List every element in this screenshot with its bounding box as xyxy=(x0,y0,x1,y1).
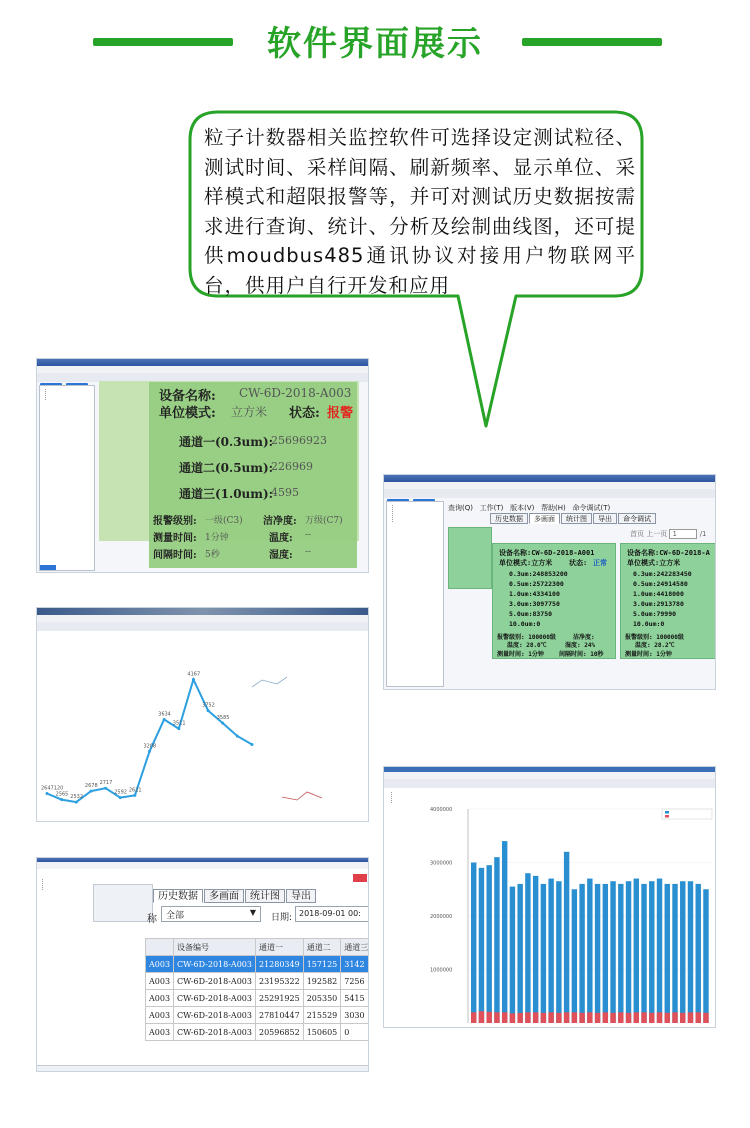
bar-chart xyxy=(428,791,716,1027)
tree-node[interactable] xyxy=(42,879,89,884)
data-label: 3208 xyxy=(143,743,157,750)
bar-secondary xyxy=(595,1013,600,1023)
card-row: 10.0um:0 xyxy=(633,620,665,628)
tree-node[interactable] xyxy=(45,395,92,400)
bar xyxy=(486,865,491,1023)
channel-3-value: 4595 xyxy=(271,486,299,499)
bar xyxy=(517,884,522,1023)
device-tree[interactable] xyxy=(386,501,444,687)
bar-secondary xyxy=(525,1012,530,1023)
tree-node[interactable] xyxy=(45,389,92,394)
card-clean: 洁净度: xyxy=(573,634,595,641)
bar xyxy=(688,881,693,1023)
device-name-value: CW-6D-2018-A003 xyxy=(239,386,352,400)
data-point xyxy=(207,709,210,712)
pager xyxy=(630,529,707,539)
card-row: 1.0um:4334100 xyxy=(509,590,560,598)
tab-multi-screen[interactable]: 多画面 xyxy=(529,513,560,524)
page-input[interactable]: 1 xyxy=(669,529,697,539)
title-right-rule xyxy=(522,38,662,46)
bar xyxy=(525,873,530,1023)
bar-secondary xyxy=(572,1012,577,1023)
cell-device: CW-6D-2018-A003 xyxy=(174,956,256,973)
card-time: 测量时间: 1分钟 xyxy=(625,651,672,658)
cell-device: CW-6D-2018-A003 xyxy=(174,1007,256,1024)
bar-secondary xyxy=(649,1013,654,1023)
cell-channel-2: 157125 xyxy=(303,956,341,973)
card-status-value: 正常 xyxy=(593,559,607,567)
menu-item[interactable]: 工作(T) xyxy=(479,504,504,512)
bar xyxy=(494,857,499,1023)
data-label: 3511 xyxy=(172,720,186,727)
measure-time-value: 1分钟 xyxy=(205,533,229,543)
table-row[interactable] xyxy=(146,990,370,1007)
data-label: 2678 xyxy=(84,783,98,790)
status-badge: 报警 xyxy=(327,406,354,421)
menu-item[interactable]: 版本(V) xyxy=(510,504,535,512)
bar-secondary xyxy=(548,1012,553,1023)
cell-id: A003 xyxy=(146,1007,174,1024)
column-header[interactable]: 通道二 xyxy=(303,939,341,956)
cell-id: A003 xyxy=(146,990,174,1007)
temperature-value: -- xyxy=(305,530,312,540)
data-point xyxy=(133,794,136,797)
bar-secondary xyxy=(626,1013,631,1023)
tree-node[interactable] xyxy=(391,792,424,797)
cell-channel-2: 150605 xyxy=(303,1024,341,1041)
bar-secondary xyxy=(510,1013,515,1023)
card-unit-mode: 单位模式:立方米 xyxy=(499,559,553,567)
filter-label: 称 xyxy=(147,914,157,925)
bar-secondary xyxy=(579,1013,584,1023)
device-select[interactable] xyxy=(161,906,261,922)
bar xyxy=(572,889,577,1023)
interval-value: 5秒 xyxy=(205,550,220,560)
card-row: 10.0um:0 xyxy=(509,620,541,628)
data-point xyxy=(192,678,195,681)
screenshot-realtime-monitor xyxy=(36,358,369,573)
humidity-label: 湿度: xyxy=(269,550,293,561)
data-label: 2647120 xyxy=(41,785,64,792)
menu-bar xyxy=(37,862,368,869)
channel-2-label: 通道二(0.5um): xyxy=(179,461,274,475)
cell-channel-3: 0 xyxy=(341,1024,369,1041)
table-row[interactable] xyxy=(146,1024,370,1041)
monitor-zoom-panel xyxy=(149,382,357,568)
device-name-label: 设备名称: xyxy=(159,389,216,404)
small-device-card xyxy=(448,527,492,589)
y-tick-label: 1000000 xyxy=(430,967,453,974)
bar xyxy=(657,879,662,1023)
data-point xyxy=(119,796,122,799)
measure-time-label: 测量时间: xyxy=(153,533,197,544)
cell-channel-1: 23195322 xyxy=(255,973,303,990)
cell-channel-1: 25291925 xyxy=(255,990,303,1007)
tab-history[interactable]: 历史数据 xyxy=(490,513,528,524)
zoomed-menu xyxy=(448,503,610,513)
data-point xyxy=(104,787,107,790)
tree-node[interactable] xyxy=(392,505,441,510)
cell-channel-3: 7256 xyxy=(341,973,369,990)
card-row: 5.0um:83750 xyxy=(509,610,553,618)
data-label: 2532 xyxy=(70,794,84,801)
data-label: 3752 xyxy=(202,702,215,709)
series-line xyxy=(47,680,252,803)
chevron-down-icon: ▼ xyxy=(249,908,256,917)
bar-secondary xyxy=(665,1013,670,1023)
card-row: 0.3um:248853200 xyxy=(509,570,568,578)
device-select-value: 全部 xyxy=(166,911,185,921)
bar-secondary xyxy=(479,1011,484,1023)
channel-1-label: 通道一(0.3um): xyxy=(179,435,274,449)
tab-bar xyxy=(490,513,657,524)
bar xyxy=(696,884,701,1023)
column-header[interactable] xyxy=(146,939,174,956)
temperature-label: 温度: xyxy=(269,533,293,544)
bar xyxy=(641,884,646,1023)
cell-id: A003 xyxy=(146,1024,174,1041)
column-header[interactable]: 设备编号 xyxy=(174,939,256,956)
secondary-trace xyxy=(282,792,322,800)
card-row: 0.5um:24914580 xyxy=(633,580,688,588)
bar-secondary xyxy=(517,1013,522,1023)
interval-label: 间隔时间: xyxy=(153,550,197,561)
bar xyxy=(579,884,584,1023)
line-chart xyxy=(37,632,369,822)
bar-secondary xyxy=(533,1012,538,1023)
cell-channel-1: 20596852 xyxy=(255,1024,303,1041)
menu-bar xyxy=(37,366,368,373)
cell-id: A003 xyxy=(146,973,174,990)
device-card-b xyxy=(620,543,716,659)
legend-swatch xyxy=(665,811,669,814)
tree-node[interactable] xyxy=(42,885,89,890)
bar-secondary xyxy=(641,1012,646,1023)
status-bar xyxy=(37,1065,369,1071)
history-table xyxy=(145,938,369,1041)
cleanliness-label: 洁净度: xyxy=(263,516,297,527)
channel-1-value: 25696923 xyxy=(271,434,327,447)
cleanliness-value: 万级(C7) xyxy=(305,516,343,526)
bar-secondary xyxy=(703,1013,708,1023)
card-temp: 温度: 28.0℃ xyxy=(507,642,547,649)
card-temp: 温度: 28.2℃ xyxy=(635,642,675,649)
card-time: 测量时间: 1分钟 xyxy=(497,651,544,658)
data-point xyxy=(236,735,239,738)
card-device-name: 设备名称:CW-6D-2018-A001 xyxy=(499,549,595,557)
cell-channel-1: 21280349 xyxy=(255,956,303,973)
bar xyxy=(548,879,553,1023)
tree-node[interactable] xyxy=(391,798,424,803)
description-text: 粒子计数器相关监控软件可选择设定测试粒径、测试时间、采样间隔、刷新频率、显示单位、采样模式和超限报警等，并可对测试历史数据按需求进行查询、统计、分析及绘制曲线图，还可提供moudbus485通讯协议对接用户物联网平台，供用户自行开发和应用 xyxy=(204,126,636,297)
bar xyxy=(587,879,592,1023)
y-tick-label: 3000000 xyxy=(430,860,453,867)
bar xyxy=(595,884,600,1023)
bar-secondary xyxy=(672,1012,677,1023)
tab-history[interactable]: 历史数据 xyxy=(153,889,203,903)
card-interval: 间隔时间: 10秒 xyxy=(559,651,604,658)
data-point xyxy=(89,790,92,793)
bar-secondary xyxy=(494,1012,499,1023)
page-total: /1 xyxy=(699,530,707,538)
cell-device: CW-6D-2018-A003 xyxy=(174,990,256,1007)
data-point xyxy=(163,718,166,721)
bar xyxy=(649,881,654,1023)
card-row: 0.5um:25722300 xyxy=(509,580,564,588)
data-point xyxy=(46,792,49,795)
data-label: 3634 xyxy=(158,711,171,718)
bar xyxy=(556,881,561,1023)
device-tree[interactable] xyxy=(386,789,426,1025)
bar xyxy=(471,863,476,1024)
data-point xyxy=(148,750,151,753)
card-alarm: 报警级别: 100000级 xyxy=(625,634,684,641)
card-alarm: 报警级别: 100000级 xyxy=(497,634,556,641)
bar xyxy=(672,884,677,1023)
card-device-name: 设备名称:CW-6D-2018-A xyxy=(627,549,710,557)
bar xyxy=(665,884,670,1023)
tree-node[interactable] xyxy=(392,517,441,522)
small-button[interactable] xyxy=(40,565,56,570)
cell-channel-2: 192582 xyxy=(303,973,341,990)
tab-statistics[interactable]: 统计图 xyxy=(561,513,592,524)
cell-device: CW-6D-2018-A003 xyxy=(174,973,256,990)
y-tick-label: 4000000 xyxy=(430,807,453,813)
tab-export[interactable]: 导出 xyxy=(286,889,316,903)
device-card-a xyxy=(492,543,616,659)
device-tree[interactable] xyxy=(39,385,95,571)
data-label: 2621 xyxy=(128,787,142,794)
card-row: 3.0um:2913780 xyxy=(633,600,684,608)
menu-item[interactable]: 命令调试(T) xyxy=(572,504,611,512)
cell-channel-1: 27810447 xyxy=(255,1007,303,1024)
date-label: 日期: xyxy=(271,913,293,923)
column-header[interactable]: 通道一 xyxy=(255,939,303,956)
bar xyxy=(502,841,507,1023)
bar-secondary xyxy=(634,1012,639,1023)
legend-swatch xyxy=(665,815,669,818)
close-icon[interactable] xyxy=(353,874,367,882)
card-unit-mode: 单位模式:立方米 xyxy=(627,559,681,567)
card-row: 5.0um:79990 xyxy=(633,610,677,618)
bar xyxy=(634,879,639,1023)
bar xyxy=(533,876,538,1023)
bar-secondary xyxy=(603,1012,608,1023)
unit-mode-label: 单位模式: xyxy=(159,406,216,421)
bar xyxy=(479,868,484,1023)
data-label: 2717 xyxy=(99,780,113,787)
cell-channel-3: 5415 xyxy=(341,990,369,1007)
tab-export[interactable]: 导出 xyxy=(593,513,617,524)
tab-bar xyxy=(153,884,317,902)
legend-box xyxy=(662,809,712,819)
bar xyxy=(510,887,515,1023)
data-point xyxy=(60,798,63,801)
humidity-value: -- xyxy=(305,547,312,557)
cell-channel-2: 205350 xyxy=(303,990,341,1007)
mini-device-list[interactable] xyxy=(93,884,153,922)
tab-statistics[interactable]: 统计图 xyxy=(245,889,285,903)
device-tree[interactable] xyxy=(37,876,91,1071)
data-point xyxy=(177,727,180,730)
data-label: 4167 xyxy=(187,671,201,678)
table-header xyxy=(146,939,370,956)
bar-secondary xyxy=(618,1012,623,1023)
section-title xyxy=(0,14,750,70)
window-title-bar xyxy=(37,359,368,366)
screenshot-curve-chart xyxy=(36,607,369,822)
bar-secondary xyxy=(696,1012,701,1023)
status-label: 状态: xyxy=(289,406,320,421)
bar-secondary xyxy=(657,1012,662,1023)
toolbar xyxy=(37,622,368,631)
cell-channel-2: 215529 xyxy=(303,1007,341,1024)
tab-multi-screen[interactable]: 多画面 xyxy=(204,889,244,903)
date-input[interactable]: 2018-09-01 00: xyxy=(295,906,369,922)
card-status-label: 状态: xyxy=(569,559,588,567)
bar xyxy=(680,881,685,1023)
screenshot-history-table xyxy=(36,857,369,1072)
unit-mode-value: 立方米 xyxy=(231,405,268,419)
bar-secondary xyxy=(680,1013,685,1023)
bar xyxy=(703,889,708,1023)
channel-3-label: 通道三(1.0um): xyxy=(179,487,274,501)
bar-secondary xyxy=(486,1012,491,1023)
bar xyxy=(541,884,546,1023)
column-header[interactable]: 通道三 xyxy=(341,939,369,956)
card-row: 1.0um:4418000 xyxy=(633,590,684,598)
toolbar xyxy=(384,489,715,498)
bar-secondary xyxy=(587,1012,592,1023)
card-humidity: 湿度: 24% xyxy=(565,642,596,649)
secondary-trace xyxy=(252,677,287,687)
table-row[interactable] xyxy=(146,973,370,990)
card-row: 3.0um:3097750 xyxy=(509,600,560,608)
bar-secondary xyxy=(541,1013,546,1023)
data-point xyxy=(75,801,78,804)
bar xyxy=(626,881,631,1023)
bar-secondary xyxy=(502,1012,507,1023)
window-title-bar xyxy=(37,608,368,615)
bar-secondary xyxy=(688,1012,693,1023)
table-row[interactable] xyxy=(146,956,370,973)
bar-secondary xyxy=(564,1012,569,1023)
menu-bar xyxy=(384,482,715,489)
tree-node[interactable] xyxy=(392,511,441,516)
channel-2-value: 226969 xyxy=(271,460,313,473)
screenshot-multi-screen xyxy=(383,474,716,690)
menu-item[interactable]: 帮助(H) xyxy=(541,504,566,512)
screenshot-bar-chart xyxy=(383,766,716,1028)
data-point xyxy=(251,743,254,746)
alarm-level-label: 报警级别: xyxy=(153,516,197,527)
data-label: 2592 xyxy=(114,789,127,796)
menu-item[interactable]: 查询(Q) xyxy=(448,504,473,512)
data-label: 3585 xyxy=(216,715,230,722)
bar-secondary xyxy=(556,1013,561,1023)
toolbar xyxy=(384,779,715,788)
bar xyxy=(618,884,623,1023)
menu-bar xyxy=(384,772,715,779)
cell-channel-3: 3142 xyxy=(341,956,369,973)
cell-device: CW-6D-2018-A003 xyxy=(174,1024,256,1041)
data-point xyxy=(221,722,224,725)
pager-label[interactable]: 首页 上一页 xyxy=(630,530,668,538)
menu-bar xyxy=(37,615,368,622)
window-title-bar xyxy=(384,475,715,482)
bar xyxy=(610,881,615,1023)
cell-channel-3: 3030 xyxy=(341,1007,369,1024)
tab-command-debug[interactable]: 命令调试 xyxy=(618,513,656,524)
table-row[interactable] xyxy=(146,1007,370,1024)
bar-secondary xyxy=(610,1013,615,1023)
alarm-level-value: 一级(C3) xyxy=(205,516,243,526)
y-tick-label: 2000000 xyxy=(430,914,453,920)
bar xyxy=(564,852,569,1023)
page-title: 软件界面展示 xyxy=(267,24,483,64)
bar xyxy=(603,884,608,1023)
data-label: 2565 xyxy=(55,791,69,798)
bar-secondary xyxy=(471,1012,476,1023)
cell-id: A003 xyxy=(146,956,174,973)
card-row: 0.3um:242283450 xyxy=(633,570,692,578)
